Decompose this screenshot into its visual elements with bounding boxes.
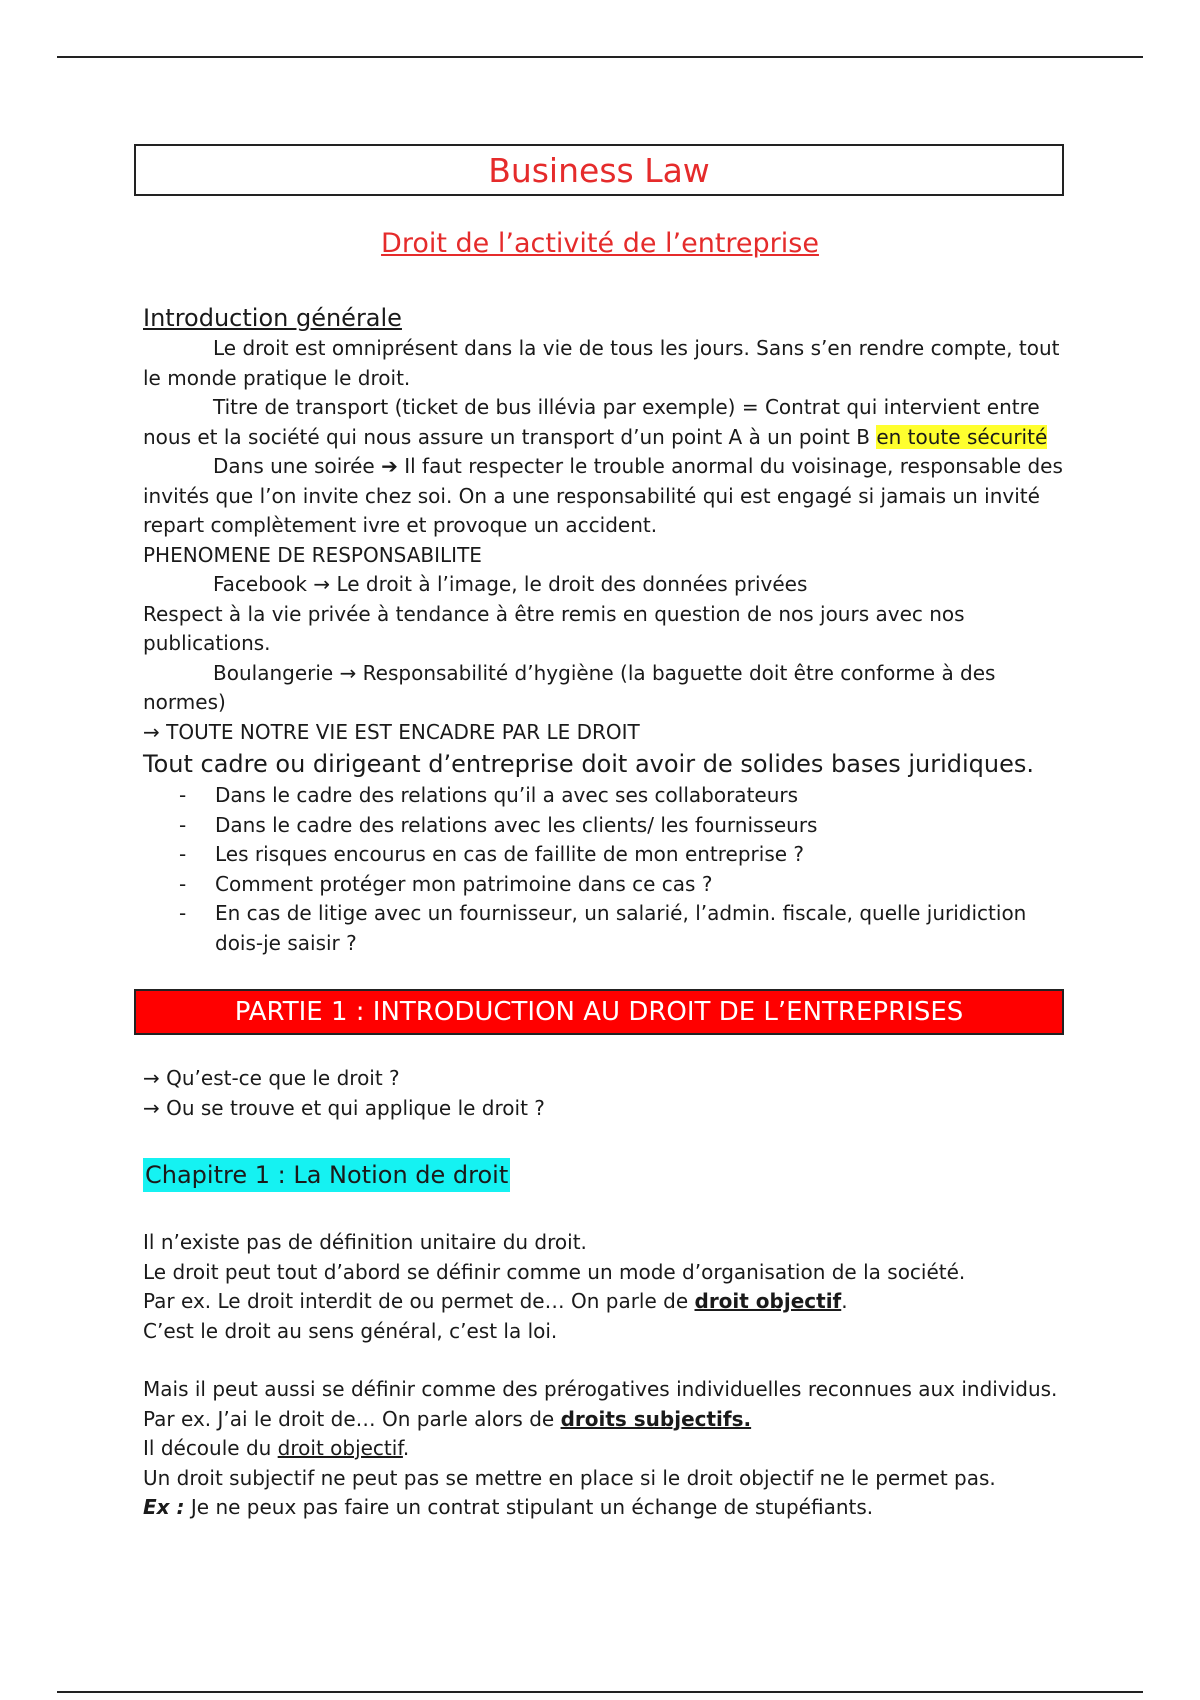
partie-questions [143,1064,1063,1123]
list-item [143,870,1063,900]
partie-1-banner [134,989,1064,1035]
list-item-text: Dans le cadre des relations qu’il a avec ses collaborateurs [215,783,799,807]
highlighted-text: en toute sécurité [876,424,1048,449]
chapter-line-5: Mais il peut aussi se définir comme des prérogatives individuelles reconnues aux individus. [143,1377,1058,1401]
chapter-1-section [143,1158,1063,1523]
bold-arrow-icon: ➔ [381,454,398,478]
chapter-line-2: Le droit peut tout d’abord se définir comme un mode d’organisation de la société. [143,1259,966,1284]
list-item [143,899,1063,958]
bullet-list [143,781,1063,958]
list-item [143,840,1063,870]
dash-marker: - [179,901,187,925]
chapter-title: Chapitre 1 : La Notion de droit [143,1158,510,1192]
chapter-line-9 [143,1493,1063,1523]
boulangerie-line: Boulangerie → Responsabilité d’hygiène (la baguette doit être conforme à des normes) [143,660,996,714]
document-title-box [134,144,1064,196]
chapter-line-3-text: Par ex. Le droit interdit de ou permet de… On parle de [143,1289,695,1313]
list-item-text: Dans le cadre des relations avec les clients/ les fournisseurs [215,812,818,837]
dash-marker: - [179,783,187,807]
list-item-text: Comment protéger mon patrimoine dans ce cas ? [215,871,713,896]
toute-notre-vie-line: → TOUTE NOTRE VIE EST ENCADRE PAR LE DROIT [143,719,640,744]
chapter-line-8: Un droit subjectif ne peut pas se mettre en place si le droit objectif ne le permet pas. [143,1465,996,1490]
chapter-line-7 [143,1434,1063,1464]
example-label: Ex : [143,1495,185,1519]
term-droit-objectif: droit objectif [694,1289,842,1313]
intro-paragraph-3-text: Il faut respecter le trouble anormal du voisinage, responsable des invités que l’on invite chez soi. On a une responsabilité qui est engagé si jamais un invité repart complètement ivre et provoque un accident. [143,454,1063,537]
term-droit-objectif-2: droit objectif [277,1436,403,1460]
example-text: Je ne peux pas faire un contrat stipulant un échange de stupéfiants. [184,1495,874,1519]
document-title: Business Law [488,150,710,190]
chapter-line-3 [143,1287,1063,1317]
cadre-statement: Tout cadre ou dirigeant d’entreprise doit avoir de solides bases juridiques. [143,750,1034,778]
chapter-line-7-text: Il découle du [143,1436,278,1460]
intro-paragraph-2 [143,393,1063,452]
chapter-line-6-text: Par ex. J’ai le droit de… On parle alors de [143,1406,561,1431]
chapter-line-4: C’est le droit au sens général, c’est la loi. [143,1318,558,1343]
intro-paragraph-2-text: Titre de transport (ticket de bus illévia par exemple) = Contrat qui intervient entre nous et la société qui nous assure un transport d’un point A à un point B [143,395,1040,449]
question-1: → Qu’est-ce que le droit ? [143,1066,400,1090]
dash-marker: - [179,842,187,866]
intro-paragraph-3 [143,452,1063,541]
dash-marker: - [179,812,187,837]
list-item [143,811,1063,841]
phenomene-line: PHENOMENE DE RESPONSABILITE [143,542,482,567]
list-item-text: Les risques encourus en cas de faillite de mon entreprise ? [215,842,805,866]
document-subtitle: Droit de l’activité de l’entreprise [381,228,819,259]
partie-1-title: PARTIE 1 : INTRODUCTION AU DROIT DE L’ENTREPRISES [234,997,964,1027]
list-item [143,781,1063,811]
chapter-line-3-end: . [841,1289,848,1313]
dash-marker: - [179,871,187,896]
intro-heading: Introduction générale [143,304,402,332]
page-bottom-rule [57,1691,1143,1693]
term-droits-subjectifs: droits subjectifs. [560,1406,752,1431]
chapter-line-7-end: . [402,1436,410,1460]
facebook-line: Facebook → Le droit à l’image, le droit des données privées [213,572,808,596]
introduction-section [143,302,1063,958]
intro-paragraph-1: Le droit est omniprésent dans la vie de tous les jours. Sans s’en rendre compte, tout le monde pratique le droit. [143,336,1060,390]
question-2: → Ou se trouve et qui applique le droit ? [143,1095,545,1120]
chapter-line-6 [143,1405,1063,1435]
respect-line: Respect à la vie privée à tendance à être remis en question de nos jours avec nos publications. [143,601,965,655]
list-item-text: En cas de litige avec un fournisseur, un salarié, l’admin. fiscale, quelle juridiction dois-je saisir ? [215,901,1027,955]
chapter-line-1: Il n’existe pas de définition unitaire du droit. [143,1230,587,1254]
page-top-rule [57,56,1143,58]
intro-paragraph-3-prefix: Dans une soirée [213,454,382,478]
